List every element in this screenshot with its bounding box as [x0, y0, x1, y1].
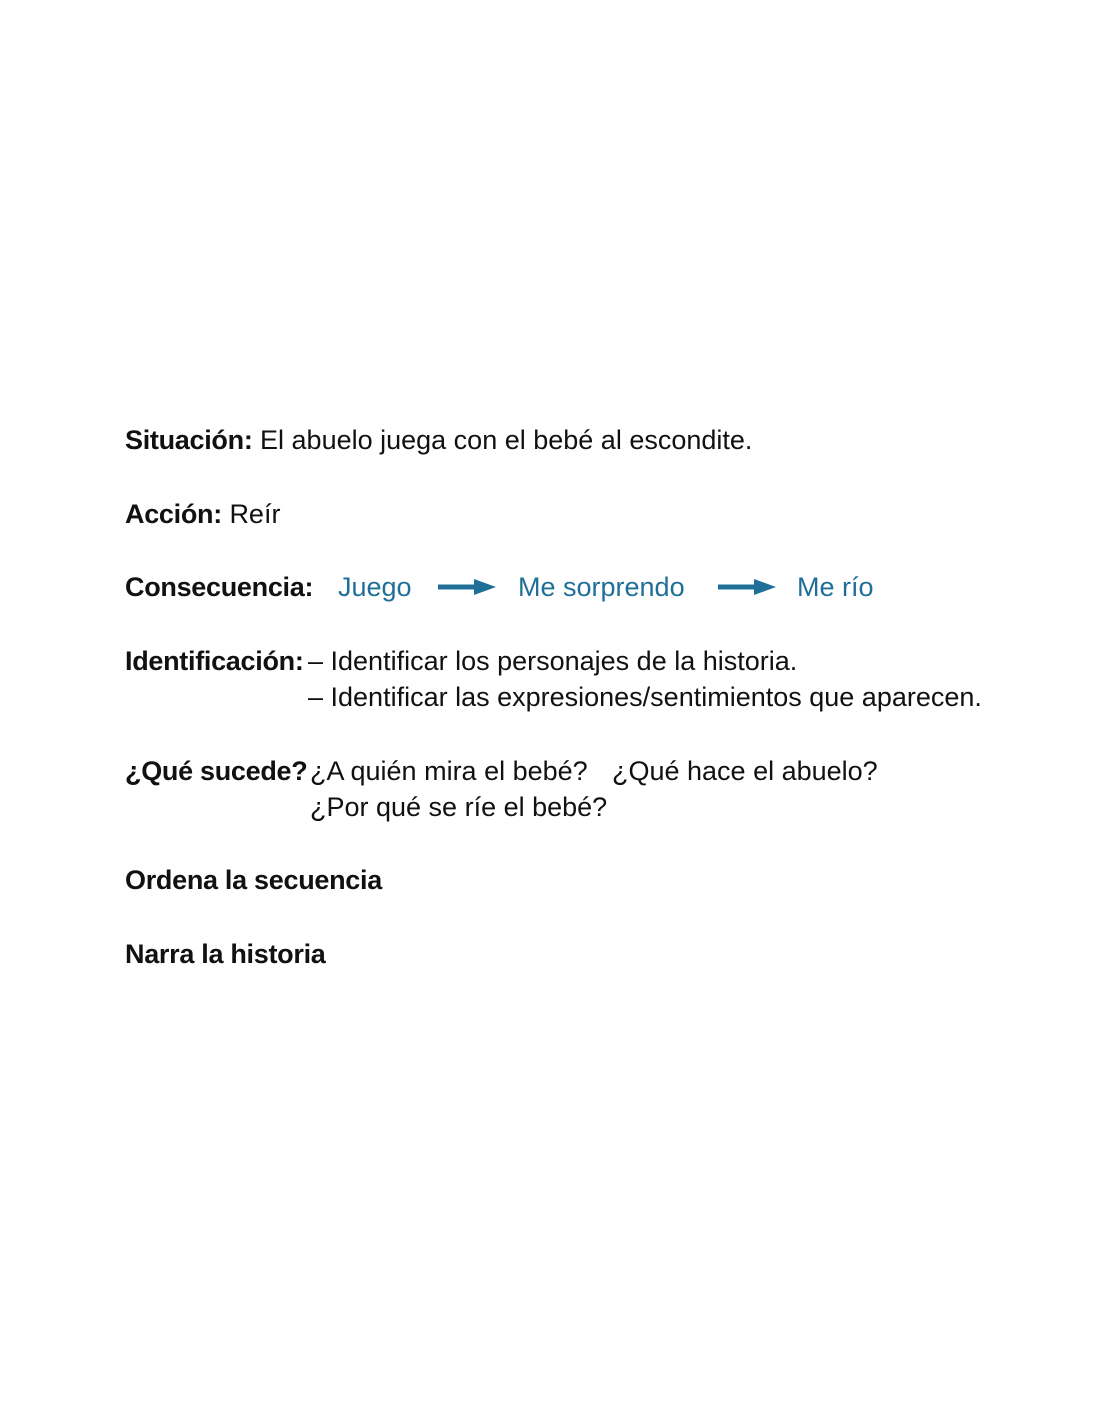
identificacion-item-1: – Identificar los personajes de la historia. — [308, 646, 798, 676]
que-sucede-label: ¿Qué sucede? — [125, 756, 308, 786]
situacion-text: El abuelo juega con el bebé al escondite. — [260, 425, 753, 455]
accion-label: Acción: — [125, 499, 222, 529]
ordena-label: Ordena la secuencia — [125, 865, 382, 895]
identificacion-block — [125, 643, 1025, 715]
identificacion-label: Identificación: — [125, 646, 304, 676]
ordena-line — [125, 862, 382, 898]
accion-text: Reír — [229, 499, 281, 529]
arrow-right-icon — [718, 578, 776, 596]
question-1: ¿A quién mira el bebé? — [310, 756, 588, 786]
narra-line — [125, 936, 326, 972]
narra-label: Narra la historia — [125, 939, 326, 969]
sequence-step-2: Me sorprendo — [518, 572, 685, 602]
identificacion-item-2: – Identificar las expresiones/sentimientos que aparecen. — [308, 682, 982, 712]
que-sucede-block — [125, 753, 1025, 825]
situacion-line — [125, 422, 752, 458]
question-2: ¿Qué hace el abuelo? — [612, 756, 878, 786]
question-3: ¿Por qué se ríe el bebé? — [310, 792, 608, 822]
consecuencia-label: Consecuencia: — [125, 572, 314, 602]
consecuencia-line — [125, 569, 1025, 605]
arrow-right-icon — [438, 578, 496, 596]
sequence-step-1: Juego — [338, 572, 412, 602]
situacion-label: Situación: — [125, 425, 253, 455]
sequence-step-3: Me río — [797, 572, 874, 602]
accion-line — [125, 496, 280, 532]
